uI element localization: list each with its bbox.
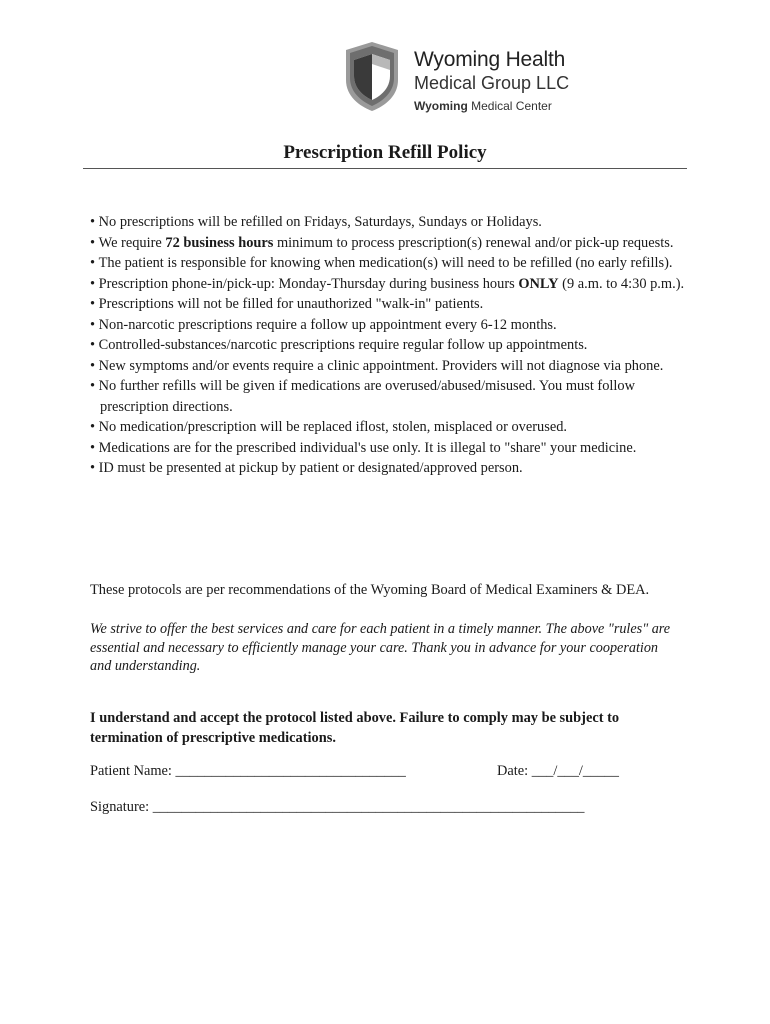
policy-item: • No medication/prescription will be replaced iflost, stolen, misplaced or overused. — [90, 417, 690, 438]
policy-item: • ID must be presented at pickup by patient or designated/approved person. — [90, 458, 690, 479]
patient-name-field[interactable]: Patient Name: ________________________________ — [90, 763, 406, 779]
org-subname: Medical Group LLC — [414, 73, 570, 93]
org-center-name — [414, 99, 552, 113]
date-field[interactable]: Date: ___/___/_____ — [497, 763, 619, 779]
policy-item: • Non-narcotic prescriptions require a follow up appointment every 6-12 months. — [90, 315, 690, 336]
policy-item: • No further refills will be given if medications are overused/abused/misused. You must follow prescription directions. — [90, 376, 690, 417]
policy-item: • Medications are for the prescribed individual's use only. It is illegal to "share" your medicine. — [90, 438, 690, 459]
policy-list — [90, 212, 690, 479]
policy-item: • No prescriptions will be refilled on Fridays, Saturdays, Sundays or Holidays. — [90, 212, 690, 233]
organization-logo — [340, 40, 570, 116]
policy-item: • Prescriptions will not be filled for unauthorized "walk-in" patients. — [90, 294, 690, 315]
shield-logo-icon — [340, 40, 404, 112]
title-divider — [83, 168, 687, 169]
org-center-strong: Wyoming — [414, 99, 468, 113]
acknowledgement-statement: I understand and accept the protocol listed above. Failure to comply may be subject to termination of prescriptive medications. — [90, 710, 620, 746]
document-title: Prescription Refill Policy — [283, 142, 487, 163]
policy-item: • Controlled-substances/narcotic prescriptions require regular follow up appointments. — [90, 335, 690, 356]
protocol-note: These protocols are per recommendations of the Wyoming Board of Medical Examiners & DEA. — [90, 582, 650, 598]
policy-item: • We require 72 business hours minimum to process prescription(s) renewal and/or pick-up requests. — [90, 233, 690, 254]
policy-item: • The patient is responsible for knowing when medication(s) will need to be refilled (no early refills). — [90, 253, 690, 274]
org-center-rest: Medical Center — [467, 99, 552, 113]
signature-field[interactable]: Signature: ____________________________________________________________ — [90, 799, 585, 815]
policy-item: • New symptoms and/or events require a clinic appointment. Providers will not diagnose via phone. — [90, 356, 690, 377]
org-name: Wyoming Health — [414, 48, 566, 71]
policy-item: • Prescription phone-in/pick-up: Monday-Thursday during business hours ONLY (9 a.m. to 4:30 p.m.). — [90, 274, 690, 295]
mission-statement: We strive to offer the best services and care for each patient in a timely manner. The above "rules" are essential and necessary to efficiently manage your care. Thank you in advance for your cooperation and understanding. — [90, 621, 671, 674]
